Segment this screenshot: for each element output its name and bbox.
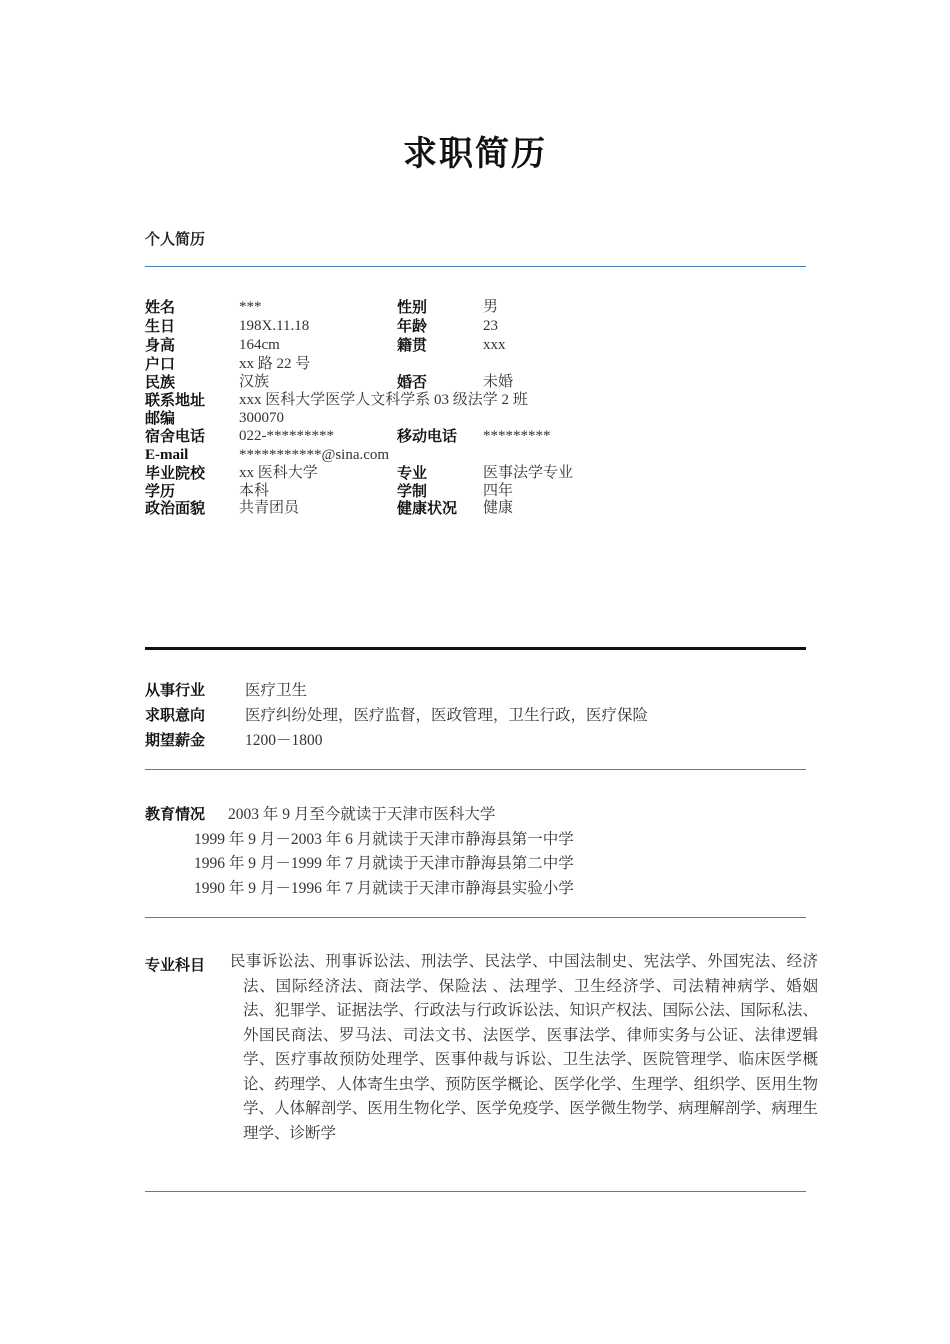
value-height: 164cm [239, 337, 280, 353]
label-degree: 学历 [145, 482, 176, 500]
value-mobile: ********* [483, 428, 551, 444]
label-gender: 性别 [397, 298, 428, 316]
value-age: 23 [483, 318, 498, 334]
education-item: 1999 年 9 月－2003 年 6 月就读于天津市静海县第一中学 [194, 831, 574, 848]
label-address: 联系地址 [145, 391, 206, 409]
label-name: 姓名 [145, 298, 176, 316]
value-industry: 医疗卫生 [245, 682, 308, 699]
value-origin: xxx [483, 337, 506, 353]
section-heading-personal: 个人简历 [145, 230, 206, 248]
label-subjects: 专业科目 [145, 956, 206, 974]
value-school: xx 医科大学 [239, 465, 318, 481]
value-ethnic: 汉族 [239, 374, 270, 390]
value-birth: 198X.11.18 [239, 318, 310, 334]
label-salary: 期望薪金 [145, 731, 206, 749]
value-hukou: xx 路 22 号 [239, 356, 311, 372]
value-name: *** [239, 299, 262, 315]
label-ethnic: 民族 [145, 373, 176, 391]
value-target: 医疗纠纷处理，医疗监督，医政管理，卫生行政，医疗保险 [245, 707, 649, 724]
subjects-text: 民事诉讼法、刑事诉讼法、刑法学、民法学、中国法制史、宪法学、外国宪法、经济法、国际经济法、商法学、保险法 、法理学、卫生经济学、司法精神病学、婚姻法、犯罪学、证据法学、行政法与行政诉讼法、知识产权法、国际公法、国际私法、外国民商法、罗马法、司法文书、法医学、医事法学、律师实务与公证、法律逻辑学、医疗事故预防处理学、医事仲裁与诉讼、卫生法学、医院管理学、临床医学概论、药理学、人体寄生虫学、预防医学概论、医学化学、生理学、组织学、医用生物学、人体解剖学、医用生物化学、医学免疫学、医学微生物学、病理解剖学、病理生理学、诊断学 [230, 953, 818, 1142]
label-birth: 生日 [145, 317, 176, 335]
label-marital: 婚否 [397, 373, 428, 391]
label-postcode: 邮编 [145, 409, 176, 427]
label-mobile: 移动电话 [397, 427, 458, 445]
education-item: 1996 年 9 月－1999 年 7 月就读于天津市静海县第二中学 [194, 855, 574, 872]
divider [145, 769, 806, 770]
page-title: 求职简历 [403, 134, 547, 174]
divider-thick [145, 647, 806, 650]
label-hukou: 户口 [145, 355, 176, 373]
label-dorm-phone: 宿舍电话 [145, 427, 206, 445]
value-postcode: 300070 [239, 410, 284, 426]
value-political: 共青团员 [239, 500, 300, 516]
divider [145, 917, 806, 918]
label-major: 专业 [397, 464, 428, 482]
value-gender: 男 [483, 299, 499, 315]
education-item: 2003 年 9 月至今就读于天津市医科大学 [228, 806, 496, 823]
label-age: 年龄 [397, 317, 428, 335]
label-health: 健康状况 [397, 499, 458, 517]
label-email: E-mail [145, 447, 189, 463]
value-salary: 1200－1800 [245, 732, 323, 749]
label-height: 身高 [145, 336, 176, 354]
divider [145, 1191, 806, 1192]
value-dorm-phone: 022-********* [239, 428, 334, 444]
value-health: 健康 [483, 500, 514, 516]
label-education: 教育情况 [145, 805, 206, 823]
label-industry: 从事行业 [145, 681, 206, 699]
label-political: 政治面貌 [145, 499, 206, 517]
value-marital: 未婚 [483, 374, 514, 390]
value-degree: 本科 [239, 483, 270, 499]
education-item: 1990 年 9 月－1996 年 7 月就读于天津市静海县实验小学 [194, 880, 574, 897]
label-target: 求职意向 [145, 706, 206, 724]
value-major: 医事法学专业 [483, 465, 574, 481]
label-origin: 籍贯 [397, 336, 428, 354]
value-address: xxx 医科大学医学人文科学系 03 级法学 2 班 [239, 392, 528, 408]
divider [145, 266, 806, 267]
label-duration: 学制 [397, 482, 428, 500]
value-duration: 四年 [483, 483, 514, 499]
label-school: 毕业院校 [145, 464, 206, 482]
value-email: ***********@sina.com [239, 447, 390, 463]
